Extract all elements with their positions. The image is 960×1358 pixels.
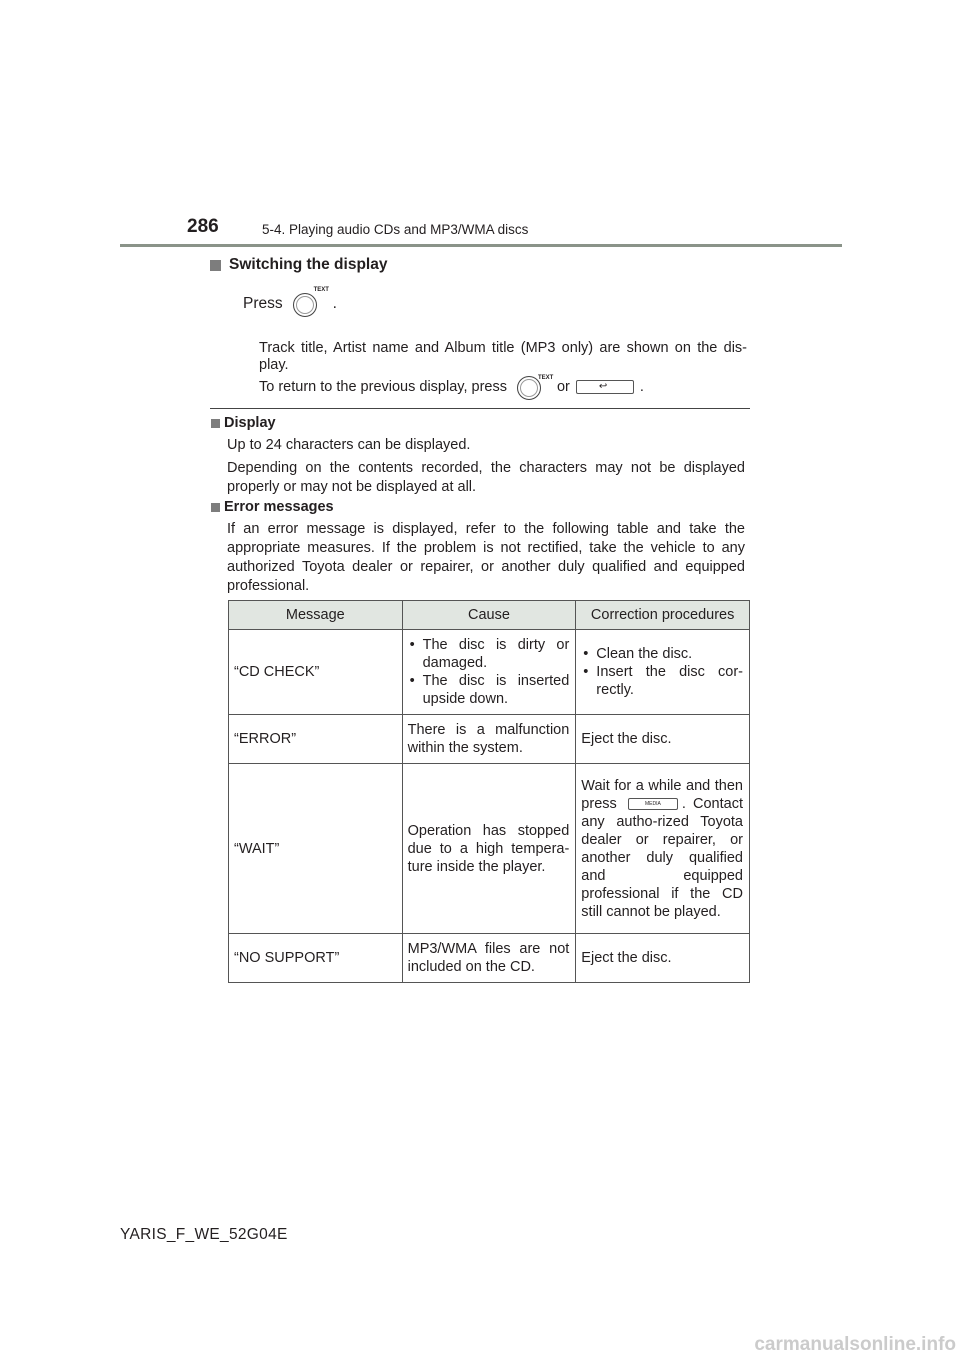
correction-pre: Wait for a while and then press — [581, 777, 743, 812]
text-button-icon — [517, 374, 554, 400]
display-note-line1: Up to 24 characters can be displayed. — [227, 437, 471, 453]
square-bullet-icon — [210, 260, 221, 271]
switching-description: Track title, Artist name and Album title (MP3 only) are shown on the dis-play. — [259, 340, 747, 373]
header-cause: Cause — [402, 601, 576, 630]
correction-cell — [576, 764, 750, 934]
media-button-icon: MEDIA — [628, 798, 678, 810]
press-end: . — [332, 295, 337, 312]
list-item: • Clean the disc. — [581, 645, 743, 663]
table-row — [229, 715, 750, 764]
table-row — [229, 764, 750, 934]
correction-cell: Eject the disc. — [576, 715, 750, 764]
header-rule — [120, 244, 842, 247]
switching-heading — [210, 256, 387, 274]
message-cell: “ERROR” — [229, 715, 403, 764]
message-cell: “CD CHECK” — [229, 630, 403, 715]
return-or: or — [556, 378, 570, 395]
cause-cell: Operation has stopped due to a high tempera-ture inside the player. — [402, 764, 576, 934]
switching-title: Switching the display — [229, 256, 388, 273]
display-note-title: Display — [224, 415, 276, 431]
press-label: Press — [243, 295, 283, 312]
return-instruction — [259, 374, 747, 400]
back-button-icon — [576, 380, 634, 394]
table-header-row — [229, 601, 750, 630]
square-bullet-icon — [211, 419, 220, 428]
correction-cell — [576, 630, 750, 715]
error-messages-table — [228, 600, 750, 983]
display-note-line2: Depending on the contents recorded, the characters may not be displayed properly or may not be displayed at all. — [227, 460, 745, 495]
text-button-icon — [293, 287, 329, 317]
list-item: • The disc is inserted upside down. — [408, 672, 570, 708]
section-divider — [210, 408, 750, 409]
display-note-heading — [211, 415, 276, 431]
correction-post: . — [681, 795, 686, 812]
square-bullet-icon — [211, 503, 220, 512]
page-number: 286 — [187, 216, 219, 237]
errors-note-text: If an error message is displayed, refer to the following table and take the appropriate measures. If the problem is not rectified, take the vehicle to any authorized Toyota dealer or repairer, or another duly qualified and equipped professional. — [227, 521, 745, 594]
list-item: • Insert the disc cor-rectly. — [581, 663, 743, 699]
errors-note-heading — [211, 499, 334, 515]
cause-cell — [402, 630, 576, 715]
list-item: • The disc is dirty or damaged. — [408, 636, 570, 672]
header-message: Message — [229, 601, 403, 630]
correction-cell: Eject the disc. — [576, 934, 750, 983]
correction-rest: Contact any autho-rized Toyota dealer or repairer, or another duly qualified and equipped professional if the CD still cannot be played. — [581, 795, 743, 920]
message-cell: “NO SUPPORT” — [229, 934, 403, 983]
return-prefix: To return to the previous display, press — [259, 378, 507, 395]
table-row — [229, 934, 750, 983]
doc-code: YARIS_F_WE_52G04E — [120, 1226, 288, 1243]
watermark: carmanualsonline.info — [754, 1334, 956, 1355]
text-button-label: TEXT — [537, 375, 554, 381]
return-end: . — [639, 378, 644, 395]
errors-note-title: Error messages — [224, 499, 334, 515]
header-correction: Correction procedures — [576, 601, 750, 630]
cause-cell: MP3/WMA files are not included on the CD. — [402, 934, 576, 983]
section-title: 5-4. Playing audio CDs and MP3/WMA discs — [262, 222, 529, 237]
text-button-label: TEXT — [313, 287, 329, 293]
table-row — [229, 630, 750, 715]
press-instruction — [243, 287, 337, 317]
knob-circle — [293, 293, 317, 317]
cause-cell: There is a malfunction within the system. — [402, 715, 576, 764]
message-cell: “WAIT” — [229, 764, 403, 934]
